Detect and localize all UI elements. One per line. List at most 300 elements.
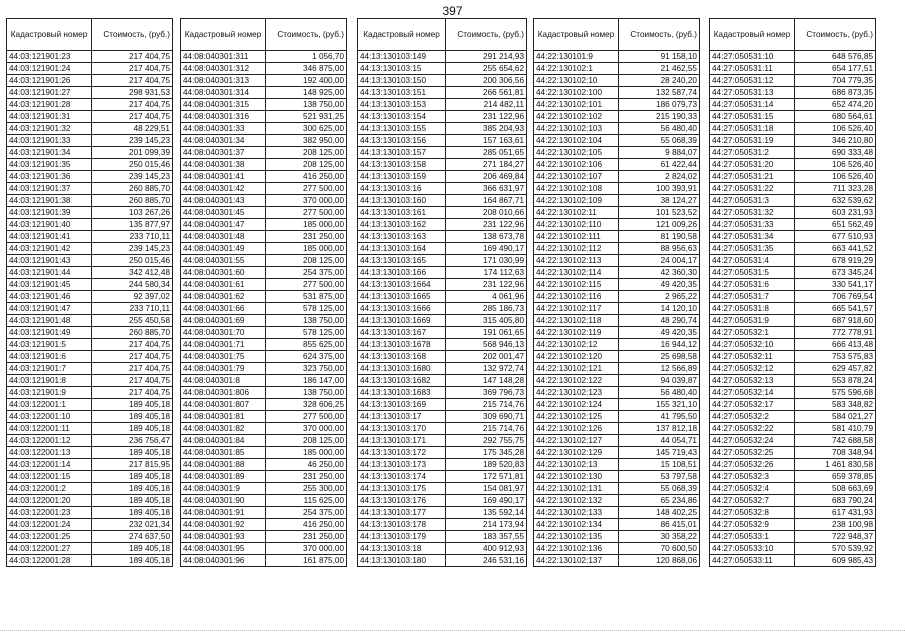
cadastral-number: 44:13:130103:1665: [358, 291, 446, 303]
cost-value: 236 756,47: [92, 435, 173, 447]
cadastral-number: 44:22:130102:118: [534, 315, 619, 327]
table-row: [534, 315, 700, 327]
table-row: [534, 435, 700, 447]
table-row: [358, 327, 527, 339]
cost-value: 217 404,75: [92, 63, 173, 75]
cost-value: 277 500,00: [266, 411, 347, 423]
table-row: [710, 483, 876, 495]
cadastral-number: 44:13:130103:154: [358, 111, 446, 123]
cadastral-number: 44:22:130102:105: [534, 147, 619, 159]
cost-value: 120 868,06: [619, 555, 700, 567]
cadastral-number: 44:03:121901:31: [7, 111, 92, 123]
table-row: [534, 399, 700, 411]
cadastral-number: 44:08:040301:90: [181, 495, 266, 507]
table-row: [534, 63, 700, 75]
cost-value: 260 885,70: [92, 183, 173, 195]
cost-value: 686 873,35: [795, 87, 876, 99]
cost-value: 106 526,40: [795, 159, 876, 171]
cadastral-number: 44:22:130102:108: [534, 183, 619, 195]
cost-value: 654 177,51: [795, 63, 876, 75]
cost-value: 15 108,51: [619, 459, 700, 471]
cadastral-number: 44:03:122001:24: [7, 519, 92, 531]
cadastral-number: 44:27:050532:11: [710, 351, 795, 363]
cost-value: 28 240,20: [619, 75, 700, 87]
cadastral-number: 44:03:122001:14: [7, 459, 92, 471]
table-row: [534, 291, 700, 303]
cost-value: 382 950,00: [266, 135, 347, 147]
table-row: [534, 423, 700, 435]
cost-value: 217 404,75: [92, 351, 173, 363]
cost-value: 369 796,73: [446, 387, 527, 399]
cadastral-number: 44:03:121901:42: [7, 243, 92, 255]
cadastral-number: 44:22:130102:124: [534, 399, 619, 411]
table-row: [534, 495, 700, 507]
cost-value: 291 214,93: [446, 51, 527, 63]
cost-value: 115 625,00: [266, 495, 347, 507]
cadastral-number: 44:13:130103:16: [358, 183, 446, 195]
cadastral-table-1: [6, 18, 173, 567]
table-row: [710, 375, 876, 387]
cadastral-number: 44:13:130103:165: [358, 255, 446, 267]
cadastral-number: 44:27:050531:2: [710, 147, 795, 159]
cost-value: 81 190,58: [619, 231, 700, 243]
table-row: [7, 135, 173, 147]
table-row: [358, 423, 527, 435]
cost-value: 215 714,76: [446, 423, 527, 435]
cadastral-number: 44:22:130102:117: [534, 303, 619, 315]
table-row: [358, 99, 527, 111]
table-row: [7, 327, 173, 339]
table-row: [534, 219, 700, 231]
cost-value: 250 015,46: [92, 255, 173, 267]
cost-value: 161 875,00: [266, 555, 347, 567]
table-row: [358, 471, 527, 483]
cadastral-number: 44:08:040301:93: [181, 531, 266, 543]
cost-value: 186 147,00: [266, 375, 347, 387]
cadastral-number: 44:03:121901:35: [7, 159, 92, 171]
table-row: [534, 411, 700, 423]
cadastral-number: 44:27:050531:21: [710, 171, 795, 183]
cadastral-number: 44:22:130102:123: [534, 387, 619, 399]
cadastral-number: 44:03:121901:48: [7, 315, 92, 327]
cadastral-number: 44:27:050531:13: [710, 87, 795, 99]
table-row: [710, 267, 876, 279]
table-row: [534, 99, 700, 111]
header-cost: Стоимость, (руб.): [619, 19, 700, 51]
table-row: [181, 423, 347, 435]
cadastral-number: 44:08:040301:96: [181, 555, 266, 567]
cadastral-number: 44:03:121901:26: [7, 75, 92, 87]
cost-value: 255 654,62: [446, 63, 527, 75]
table-row: [710, 459, 876, 471]
table-row: [7, 375, 173, 387]
cadastral-number: 44:03:121901:41: [7, 231, 92, 243]
cadastral-number: 44:03:121901:40: [7, 219, 92, 231]
cadastral-number: 44:22:130102:129: [534, 447, 619, 459]
cost-value: 666 413,48: [795, 339, 876, 351]
cost-value: 285 186,73: [446, 303, 527, 315]
cadastral-number: 44:03:122001:1: [7, 399, 92, 411]
table-row: [534, 279, 700, 291]
cost-value: 772 778,91: [795, 327, 876, 339]
table-row: [358, 171, 527, 183]
cost-value: 189 405,18: [92, 507, 173, 519]
table-row: [181, 111, 347, 123]
cost-value: 260 885,70: [92, 327, 173, 339]
table-row: [7, 495, 173, 507]
cost-value: 323 750,00: [266, 363, 347, 375]
cost-value: 103 267,26: [92, 207, 173, 219]
cadastral-number: 44:08:040301:84: [181, 435, 266, 447]
table-row: [7, 363, 173, 375]
table-row: [7, 99, 173, 111]
cadastral-number: 44:22:130102:122: [534, 375, 619, 387]
cadastral-number: 44:03:122001:13: [7, 447, 92, 459]
cadastral-number: 44:03:121901:38: [7, 195, 92, 207]
cost-value: 277 500,00: [266, 183, 347, 195]
cost-value: 575 596,68: [795, 387, 876, 399]
cadastral-number: 44:13:130103:1683: [358, 387, 446, 399]
cadastral-number: 44:08:040301:806: [181, 387, 266, 399]
cadastral-number: 44:13:130103:1669: [358, 315, 446, 327]
table-row: [534, 135, 700, 147]
table-row: [7, 279, 173, 291]
cadastral-number: 44:27:050531:8: [710, 303, 795, 315]
cost-value: 531 875,00: [266, 291, 347, 303]
table-row: [710, 387, 876, 399]
table-row: [7, 555, 173, 567]
cadastral-number: 44:13:130103:166: [358, 267, 446, 279]
cadastral-number: 44:08:040301:807: [181, 399, 266, 411]
cadastral-number: 44:13:130103:178: [358, 519, 446, 531]
table-row: [358, 351, 527, 363]
table-row: [358, 555, 527, 567]
cadastral-number: 44:22:130102:13: [534, 459, 619, 471]
table-row: [181, 315, 347, 327]
cadastral-number: 44:22:130102:1: [534, 63, 619, 75]
header-cost: Стоимость, (руб.): [266, 19, 347, 51]
cost-value: 1 461 830,58: [795, 459, 876, 471]
table-row: [181, 51, 347, 63]
cost-value: 137 812,18: [619, 423, 700, 435]
cadastral-number: 44:03:122001:10: [7, 411, 92, 423]
table-row: [358, 75, 527, 87]
cadastral-number: 44:03:121901:36: [7, 171, 92, 183]
cadastral-number: 44:03:121901:45: [7, 279, 92, 291]
cadastral-number: 44:27:050531:4: [710, 255, 795, 267]
cost-value: 233 710,11: [92, 231, 173, 243]
cost-value: 673 345,24: [795, 267, 876, 279]
cost-value: 328 606,25: [266, 399, 347, 411]
table-row: [7, 303, 173, 315]
cadastral-table-2: [180, 18, 347, 567]
table-row: [181, 447, 347, 459]
cost-value: 683 790,24: [795, 495, 876, 507]
cadastral-number: 44:22:130102:10: [534, 75, 619, 87]
cost-value: 189 405,18: [92, 471, 173, 483]
cadastral-number: 44:03:121901:23: [7, 51, 92, 63]
table-row: [710, 147, 876, 159]
cadastral-number: 44:08:040301:62: [181, 291, 266, 303]
table-row: [7, 447, 173, 459]
cost-value: 217 815,95: [92, 459, 173, 471]
cost-value: 174 112,63: [446, 267, 527, 279]
cadastral-number: 44:08:040301:71: [181, 339, 266, 351]
cadastral-number: 44:13:130103:168: [358, 351, 446, 363]
cost-value: 370 000,00: [266, 423, 347, 435]
cost-value: 9 884,07: [619, 147, 700, 159]
cadastral-number: 44:03:121901:7: [7, 363, 92, 375]
table-row: [358, 135, 527, 147]
cost-value: 385 204,93: [446, 123, 527, 135]
cost-value: 41 795,50: [619, 411, 700, 423]
cadastral-number: 44:27:050532:24: [710, 435, 795, 447]
cadastral-number: 44:27:050531:34: [710, 231, 795, 243]
cadastral-number: 44:08:040301:47: [181, 219, 266, 231]
cadastral-number: 44:27:050532:8: [710, 507, 795, 519]
cost-value: 94 039,87: [619, 375, 700, 387]
cost-value: 217 404,75: [92, 51, 173, 63]
cost-value: 55 068,39: [619, 135, 700, 147]
table-row: [534, 351, 700, 363]
cadastral-number: 44:13:130103:173: [358, 459, 446, 471]
cadastral-number: 44:27:050531:3: [710, 195, 795, 207]
cost-value: 189 405,18: [92, 555, 173, 567]
cost-value: 603 231,93: [795, 207, 876, 219]
table-row: [534, 87, 700, 99]
cadastral-number: 44:27:050531:35: [710, 243, 795, 255]
cost-value: 508 663,69: [795, 483, 876, 495]
cost-value: 239 145,23: [92, 135, 173, 147]
cost-value: 277 500,00: [266, 207, 347, 219]
table-row: [710, 51, 876, 63]
cost-value: 677 510,93: [795, 231, 876, 243]
cadastral-number: 44:27:050532:3: [710, 471, 795, 483]
cadastral-number: 44:27:050531:9: [710, 315, 795, 327]
table-row: [181, 483, 347, 495]
cadastral-number: 44:08:040301:49: [181, 243, 266, 255]
cost-value: 70 600,50: [619, 543, 700, 555]
table-row: [181, 255, 347, 267]
cadastral-number: 44:08:040301:81: [181, 411, 266, 423]
cadastral-number: 44:27:050531:32: [710, 207, 795, 219]
table-row: [181, 243, 347, 255]
cadastral-number: 44:13:130103:149: [358, 51, 446, 63]
table-row: [181, 219, 347, 231]
cadastral-number: 44:27:050532:7: [710, 495, 795, 507]
table-row: [358, 51, 527, 63]
cadastral-number: 44:22:130102:135: [534, 531, 619, 543]
cadastral-number: 44:13:130103:169: [358, 399, 446, 411]
cadastral-number: 44:08:040301:314: [181, 87, 266, 99]
cadastral-number: 44:08:040301:89: [181, 471, 266, 483]
table-row: [7, 171, 173, 183]
cost-value: 687 918,60: [795, 315, 876, 327]
cadastral-number: 44:03:121901:32: [7, 123, 92, 135]
cost-value: 4 061,96: [446, 291, 527, 303]
cost-value: 169 490,17: [446, 243, 527, 255]
table-row: [710, 171, 876, 183]
table-row: [7, 243, 173, 255]
cadastral-number: 44:22:130102:113: [534, 255, 619, 267]
cadastral-number: 44:22:130102:114: [534, 267, 619, 279]
table-row: [534, 387, 700, 399]
table-row: [534, 147, 700, 159]
cost-value: 416 250,00: [266, 171, 347, 183]
cost-value: 665 541,57: [795, 303, 876, 315]
cadastral-number: 44:22:130102:120: [534, 351, 619, 363]
cost-value: 651 562,49: [795, 219, 876, 231]
cost-value: 217 404,75: [92, 339, 173, 351]
page-bottom-rule: [0, 630, 905, 632]
cost-value: 65 234,86: [619, 495, 700, 507]
table-row: [7, 63, 173, 75]
cost-value: 722 948,37: [795, 531, 876, 543]
table-row: [710, 135, 876, 147]
cost-value: 191 061,65: [446, 327, 527, 339]
cadastral-number: 44:27:050532:22: [710, 423, 795, 435]
page-number: 397: [442, 4, 463, 18]
table-row: [358, 519, 527, 531]
table-row: [181, 435, 347, 447]
table-row: [7, 75, 173, 87]
cadastral-number: 44:03:122001:15: [7, 471, 92, 483]
cost-value: 192 400,00: [266, 75, 347, 87]
cost-value: 346 210,80: [795, 135, 876, 147]
table-row: [358, 375, 527, 387]
cost-value: 189 405,18: [92, 399, 173, 411]
cadastral-number: 44:03:121901:46: [7, 291, 92, 303]
cadastral-number: 44:22:130102:100: [534, 87, 619, 99]
table-row: [7, 543, 173, 555]
cadastral-number: 44:08:040301:55: [181, 255, 266, 267]
cost-value: 250 015,46: [92, 159, 173, 171]
cost-value: 680 564,61: [795, 111, 876, 123]
cadastral-number: 44:03:121901:5: [7, 339, 92, 351]
table-row: [710, 255, 876, 267]
cost-value: 648 576,85: [795, 51, 876, 63]
cost-value: 157 163,61: [446, 135, 527, 147]
table-row: [710, 351, 876, 363]
cost-value: 38 124,27: [619, 195, 700, 207]
table-row: [7, 411, 173, 423]
cadastral-number: 44:08:040301:42: [181, 183, 266, 195]
table-row: [534, 75, 700, 87]
cadastral-number: 44:03:121901:44: [7, 267, 92, 279]
cost-value: 42 360,30: [619, 267, 700, 279]
table-row: [710, 447, 876, 459]
cadastral-number: 44:22:130102:112: [534, 243, 619, 255]
cost-value: 2 965,22: [619, 291, 700, 303]
table-row: [534, 459, 700, 471]
cadastral-number: 44:22:130102:121: [534, 363, 619, 375]
cadastral-number: 44:08:040301:60: [181, 267, 266, 279]
table-row: [7, 147, 173, 159]
cost-value: 254 375,00: [266, 267, 347, 279]
table-row: [710, 315, 876, 327]
cadastral-number: 44:22:130102:106: [534, 159, 619, 171]
cost-value: 86 415,01: [619, 519, 700, 531]
cadastral-number: 44:27:050531:12: [710, 75, 795, 87]
cost-value: 189 405,18: [92, 495, 173, 507]
cadastral-number: 44:13:130103:18: [358, 543, 446, 555]
cadastral-number: 44:27:050531:14: [710, 99, 795, 111]
cost-value: 185 000,00: [266, 219, 347, 231]
table-row: [7, 111, 173, 123]
cadastral-number: 44:27:050531:20: [710, 159, 795, 171]
table-row: [710, 399, 876, 411]
table-row: [710, 327, 876, 339]
cadastral-number: 44:08:040301:312: [181, 63, 266, 75]
cadastral-number: 44:27:050533:11: [710, 555, 795, 567]
table-row: [534, 111, 700, 123]
cost-value: 121 009,26: [619, 219, 700, 231]
cost-value: 172 571,81: [446, 471, 527, 483]
cadastral-number: 44:22:130102:101: [534, 99, 619, 111]
table-row: [710, 543, 876, 555]
table-row: [358, 531, 527, 543]
cost-value: 145 719,43: [619, 447, 700, 459]
table-row: [181, 543, 347, 555]
table-row: [710, 243, 876, 255]
cadastral-number: 44:27:050533:10: [710, 543, 795, 555]
table-row: [181, 99, 347, 111]
cost-value: 584 021,27: [795, 411, 876, 423]
cadastral-number: 44:13:130103:174: [358, 471, 446, 483]
cadastral-number: 44:03:121901:24: [7, 63, 92, 75]
cadastral-number: 44:08:040301:37: [181, 147, 266, 159]
cost-value: 30 358,22: [619, 531, 700, 543]
cost-value: 254 375,00: [266, 507, 347, 519]
cost-value: 14 120,10: [619, 303, 700, 315]
table-row: [710, 435, 876, 447]
cost-value: 271 184,27: [446, 159, 527, 171]
cadastral-number: 44:08:040301:45: [181, 207, 266, 219]
cadastral-number: 44:08:040301:34: [181, 135, 266, 147]
table-row: [358, 63, 527, 75]
table-row: [534, 507, 700, 519]
cadastral-number: 44:08:040301:66: [181, 303, 266, 315]
cost-value: 609 985,43: [795, 555, 876, 567]
cadastral-number: 44:13:130103:177: [358, 507, 446, 519]
cadastral-number: 44:13:130103:161: [358, 207, 446, 219]
cost-value: 704 779,35: [795, 75, 876, 87]
table-row: [7, 207, 173, 219]
cadastral-number: 44:13:130103:172: [358, 447, 446, 459]
cadastral-number: 44:13:130103:157: [358, 147, 446, 159]
cost-value: 12 566,89: [619, 363, 700, 375]
table-row: [358, 315, 527, 327]
header-cost: Стоимость, (руб.): [92, 19, 173, 51]
table-row: [358, 339, 527, 351]
table-row: [7, 291, 173, 303]
cost-value: 48 229,51: [92, 123, 173, 135]
table-row: [710, 87, 876, 99]
table-row: [7, 387, 173, 399]
table-row: [534, 231, 700, 243]
table-row: [358, 363, 527, 375]
cost-value: 88 956,63: [619, 243, 700, 255]
cost-value: 101 523,52: [619, 207, 700, 219]
cost-value: 2 824,02: [619, 171, 700, 183]
cost-value: 132 972,74: [446, 363, 527, 375]
table-row: [7, 195, 173, 207]
cost-value: 189 405,18: [92, 483, 173, 495]
cadastral-number: 44:22:130102:137: [534, 555, 619, 567]
cost-value: 260 885,70: [92, 195, 173, 207]
cost-value: 138 750,00: [266, 315, 347, 327]
table-row: [358, 507, 527, 519]
